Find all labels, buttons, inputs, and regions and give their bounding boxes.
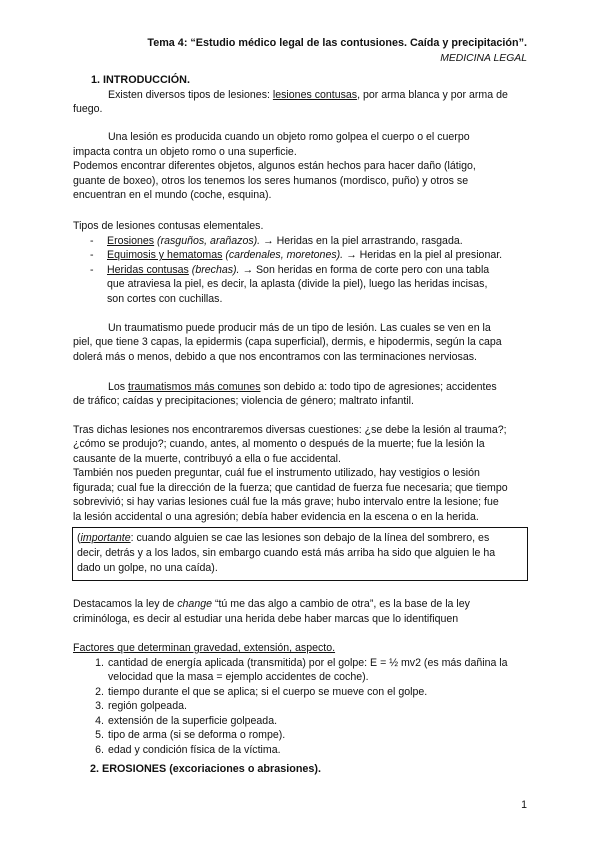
page-number: 1: [521, 799, 527, 811]
paragraph-line: impacta contra un objeto romo o una superficie.: [73, 146, 297, 158]
subject-label: MEDICINA LEGAL: [440, 53, 527, 64]
paragraph-line: ¿cómo se produjo?; cuando, antes, al momento o después de la muerte; fue la lesión la: [73, 438, 485, 450]
paragraph-line: la lesión accidental o una agresión; debía haber evidencia en la escena o en la herida.: [73, 511, 479, 523]
bullet-dash: -: [90, 235, 94, 247]
list-item: región golpeada.: [108, 700, 187, 712]
paragraph-line: Podemos encontrar diferentes objetos, algunos están hechos para hacer daño (látigo,: [73, 160, 476, 172]
note-line: decir, detrás y a los lados, sin embargo cuando está más arriba ha sido que alguien le ha: [77, 547, 496, 559]
paragraph-line: Destacamos la ley de change “tú me das algo a cambio de otra”, es la base de la ley: [73, 598, 470, 610]
paragraph-line: dolerá más o menos, debido a que nos encontramos con las terminaciones nerviosas.: [73, 351, 477, 363]
section-heading-erosiones: 2. EROSIONES (excoriaciones o abrasiones).: [90, 763, 322, 775]
paragraph-line: figurada; cual fue la dirección de la fuerza; que cantidad de fuerza fue necesaria; que tiempo: [73, 482, 508, 494]
paragraph-line: Un traumatismo puede producir más de un tipo de lesión. Las cuales se ven en la: [108, 322, 491, 334]
paragraph-line: Tras dichas lesiones nos encontraremos diversas cuestiones: ¿se debe la lesión al trauma?;: [73, 424, 507, 436]
bullet-equimosis: Equimosis y hematomas (cardenales, moretones). → Heridas en la piel al presionar.: [107, 249, 503, 261]
intro-paragraph-line: Existen diversos tipos de lesiones: lesiones contusas, por arma blanca y por arma de: [108, 89, 508, 101]
paragraph-line: Una lesión es producida cuando un objeto romo golpea el cuerpo o el cuerpo: [108, 131, 470, 143]
types-heading: Tipos de lesiones contusas elementales.: [73, 220, 264, 232]
list-number: 4.: [95, 715, 104, 727]
list-number: 5.: [95, 729, 104, 741]
list-item: cantidad de energía aplicada (transmitida) por el golpe: E = ½ mv2 (es más dañina la: [108, 657, 508, 669]
list-number: 6.: [95, 744, 104, 756]
note-line: (importante: cuando alguien se cae las lesiones son debajo de la línea del sombrero, es: [77, 532, 490, 544]
paragraph-line: Los traumatismos más comunes son debido a: todo tipo de agresiones; accidentes: [108, 381, 497, 393]
bullet-erosiones: Erosiones (rasguños, arañazos). → Heridas en la piel arrastrando, rasgada.: [107, 235, 463, 247]
paragraph-line: criminóloga, es decir al estudiar una herida debe haber marcas que lo identifiquen: [73, 613, 459, 625]
list-number: 2.: [95, 686, 104, 698]
bullet-continuation: que atraviesa la piel, es decir, la aplasta (divide la piel), luego las heridas incisas,: [107, 278, 488, 290]
paragraph-line: causante de la muerte, contribuyó a ella o fue accidental.: [73, 453, 341, 465]
note-line: dado un golpe, no una caída).: [77, 562, 218, 574]
paragraph-line: guante de boxeo), otros los tenemos los seres humanos (mordisco, puño) y otros se: [73, 175, 469, 187]
list-number: 3.: [95, 700, 104, 712]
list-number: 1.: [95, 657, 104, 669]
list-item: extensión de la superficie golpeada.: [108, 715, 278, 727]
intro-paragraph-line: fuego.: [73, 103, 103, 115]
paragraph-line: de tráfico; caídas y precipitaciones; violencia de género; maltrato infantil.: [73, 395, 414, 407]
paragraph-line: piel, que tiene 3 capas, la epidermis (capa superficial), dermis, e hipodermis, según la capa: [73, 336, 502, 348]
list-item: tipo de arma (si se deforma o rompe).: [108, 729, 286, 741]
list-item: tiempo durante el que se aplica; si el cuerpo se mueve con el golpe.: [108, 686, 428, 698]
paragraph-line: encuentran en el mundo (coche, esquina).: [73, 189, 272, 201]
bullet-heridas-contusas: Heridas contusas (brechas). → Son heridas en forma de corte pero con una tabla: [107, 264, 490, 276]
paragraph-line: sobrevivió; si hay varias lesiones cuál fue la más grave; hubo intervalo entre la lesione; fue: [73, 496, 499, 508]
factors-heading: Factores que determinan gravedad, extensión, aspecto.: [73, 642, 336, 654]
document-title: Tema 4: “Estudio médico legal de las contusiones. Caída y precipitación”.: [147, 37, 527, 49]
section-heading-introduccion: 1. INTRODUCCIÓN.: [91, 74, 190, 86]
list-item-continuation: velocidad que la masa = ejemplo accidentes de coche).: [108, 671, 369, 683]
bullet-continuation: son cortes con cuchillas.: [107, 293, 223, 305]
bullet-dash: -: [90, 264, 94, 276]
paragraph-line: También nos pueden preguntar, cuál fue el instrumento utilizado, hay vestigios o lesión: [73, 467, 480, 479]
bullet-dash: -: [90, 249, 94, 261]
list-item: edad y condición física de la víctima.: [108, 744, 281, 756]
